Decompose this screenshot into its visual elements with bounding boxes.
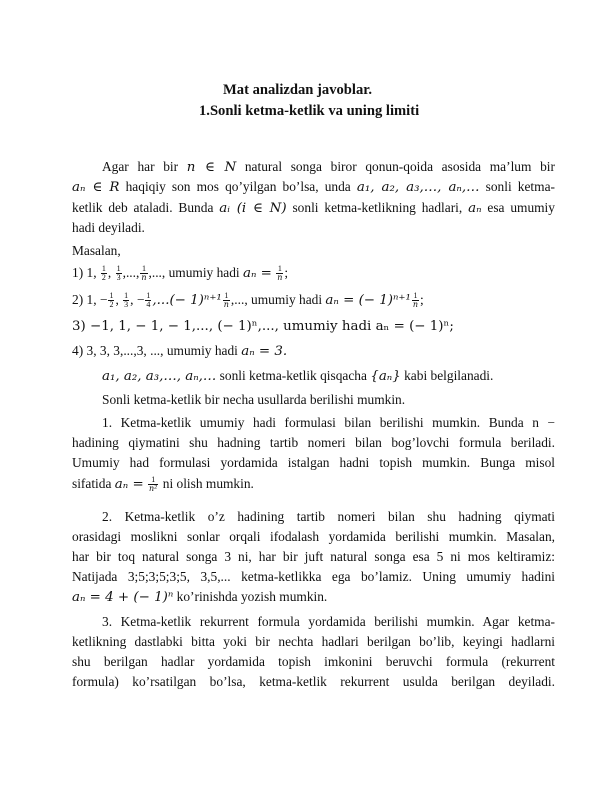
p1-line-2: aₙ ∈ R haqiqiy son mos qo’yilgan bo’lsa, unda a₁, a₂, a₃,…, aₙ,… sonli ketma- [72, 179, 555, 195]
p2-line-1: 1. Ketma-ketlik umumiy hadi formulasi bilan berilishi mumkin. Bunda n − [102, 415, 555, 430]
p1-line-1: Agar har bir n ∈ N natural songa biror qonun-qoida asosida ma’lum bir [102, 159, 555, 175]
short-notation: a₁, a₂, a₃,…, aₙ,… sonli ketma-ketlik qisqacha {aₙ} kabi belgilanadi. [102, 368, 494, 384]
p4-line-4: formula) ko’rsatilgan bo’lsa, ketma-ketlik rekurrent usulda berilgan deyiladi. [72, 674, 555, 689]
p3-line-1: 2. Ketma-ketlik o’z hadining tartib nomeri bilan shu hadning qiymati [102, 509, 555, 524]
example-4: 4) 3, 3, 3,...,3, ..., umumiy hadi aₙ = 3. [72, 343, 288, 359]
p3-line-4: Natijada 3;5;3;5;3;5, 3,5,... ketma-ketlikka ega bo’lamiz. Uning umumiy hadini [72, 569, 555, 584]
p3-line-3: har bir toq natural songa 3 ni, har bir juft natural songa esa 5 ni mos keltiramiz: [72, 549, 555, 564]
p2-line-4: sifatida aₙ = $\frac{1}{\text{n²}}$ ni olish mumkin. [72, 475, 254, 494]
section-title: 1.Sonli ketma-ketlik va uning limiti [199, 103, 420, 119]
p4-line-2: ketlikning dastlabki bitta yoki bir nechta hadlari berilgan bo’lib, keyingi hadlarni [72, 634, 555, 649]
p4-line-1: 3. Ketma-ketlik rekurrent formula yordamida berilishi mumkin. Agar ketma- [102, 614, 555, 629]
p2-line-2: hadining qiymatini shu hadning tartib nomeri bilan bog’lovchi formula beriladi. [72, 435, 555, 450]
example-3: 3) −1, 1, − 1, − 1,..., (− 1)ⁿ,..., umumiy hadi aₙ = (− 1)ⁿ; [72, 319, 454, 334]
example-2: 2) 1, − $\frac{1}{2}$ , $\frac{1}{3}$ , − $\frac{1}{4}$ ,...(− 1)ⁿ⁺¹ $\frac{1}{n}$ ,..., umumiy hadi aₙ = (− 1)ⁿ⁺¹ $\frac{1}{n}$ ; [72, 291, 424, 310]
p2-line-3: Umumiy had formulasi yordamida istalgan hadni topish mumkin. Bunga misol [72, 455, 555, 470]
p1-line-4: hadi deyiladi. [72, 220, 145, 235]
p3-line-2: orasidagi moslikni sonlar orqali ifodalash yordamida berilishi mumkin. Masalan, [72, 529, 555, 544]
example-1: 1) 1, $\frac{1}{2}$ , $\frac{1}{3}$ ,..., $\frac{1}{n}$ ,..., umumiy hadi aₙ = $\frac{1}{n}$ ; [72, 264, 289, 283]
p1-line-3: ketlik deb ataladi. Bunda aᵢ (i ∈ N) sonli ketma-ketlikning hadlari, aₙ esa umumiy [72, 200, 555, 216]
p4-line-3: shu berilgan hadlar yordamida topish imkonini beruvchi formula (rekurrent [72, 654, 555, 669]
p3-line-5: aₙ = 4 + (− 1)ⁿ ko’rinishda yozish mumkin. [72, 589, 328, 605]
document-heading: Mat analizdan javoblar. [223, 82, 373, 98]
ways-sentence: Sonli ketma-ketlik bir necha usullarda berilishi mumkin. [102, 392, 406, 407]
masalan-label: Masalan, [72, 243, 121, 258]
